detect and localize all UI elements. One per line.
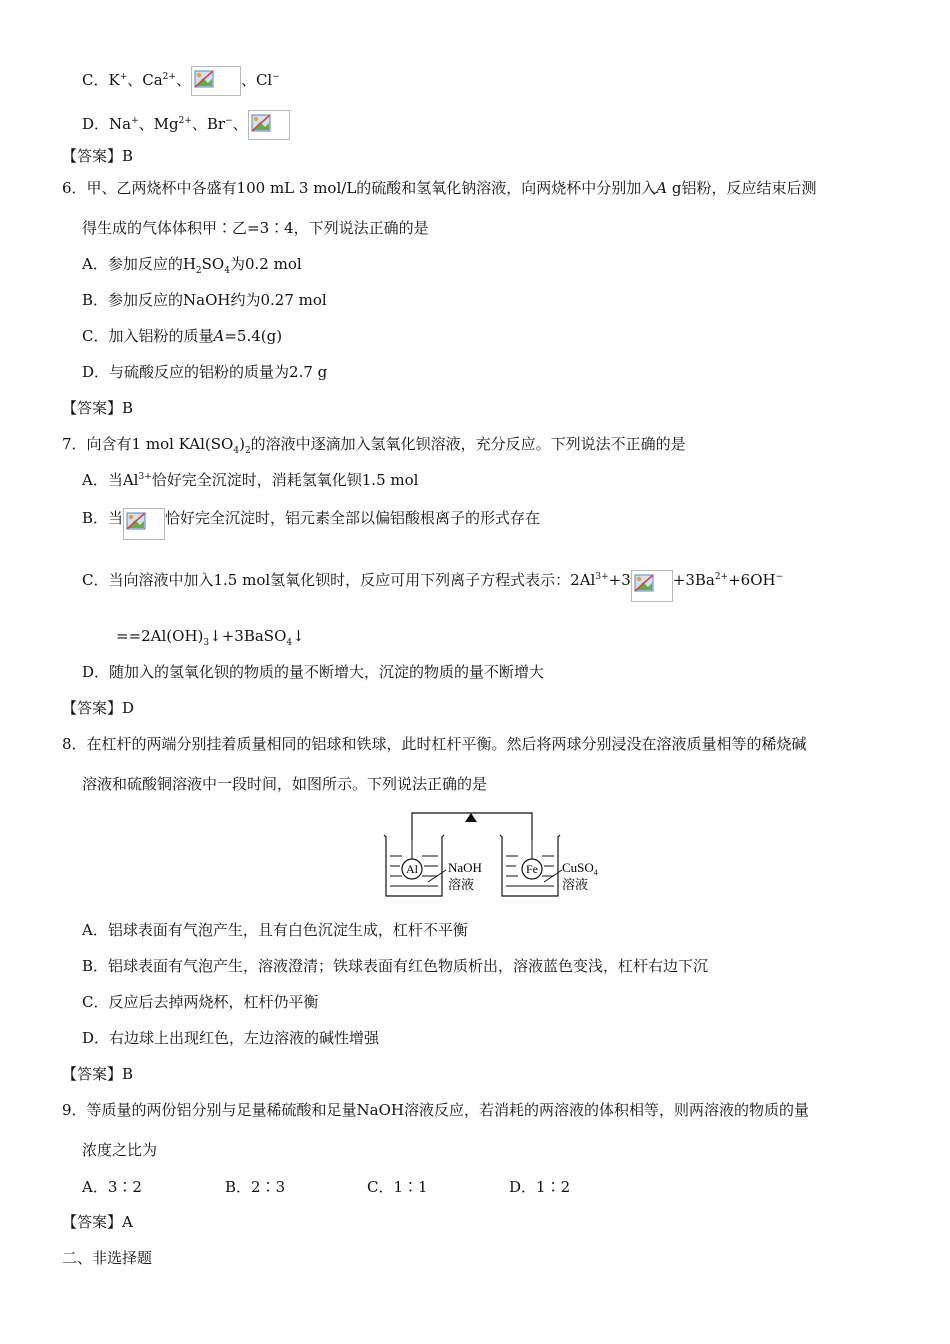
fulcrum-icon (465, 813, 477, 822)
q8-option-b: B．铝球表面有气泡产生，溶液澄清；铁球表面有红色物质析出，溶液蓝色变浅，杠杆右边下沉 (82, 957, 709, 975)
q6-option-c: C．加入铝粉的质量A=5.4(g) (82, 327, 283, 345)
broken-image-icon (248, 110, 290, 140)
q6-option-b: B．参加反应的NaOH约为0.27 mol (82, 291, 327, 309)
q7-answer: 【答案】D (62, 699, 135, 717)
left-solution-label2: 溶液 (448, 878, 475, 893)
q5-answer: 【答案】B (62, 147, 134, 165)
broken-image-icon (123, 508, 165, 540)
q8-option-c: C．反应后去掉两烧杯，杠杆仍平衡 (82, 993, 319, 1011)
q8-option-d: D．右边球上出现红色，左边溶液的碱性增强 (82, 1029, 380, 1047)
q8-answer: 【答案】B (62, 1065, 134, 1083)
broken-image-icon (631, 570, 673, 602)
q5-option-c: C．K+、$Ca^{2+}$、 、Cl− (82, 66, 280, 96)
q5-option-d: D．Na+、$Mg^{2+}$、Br−、 (82, 110, 290, 140)
q7-stem: 7．向含有1 mol $KAl(SO_4)_2$的溶液中逐滴加入氢氧化钡溶液，充分反应。下列说法不正确的是 (62, 435, 686, 456)
q8-stem-line1: 8．在杠杆的两端分别挂着质量相同的铝球和铁球，此时杠杆平衡。然后将两球分别浸没在溶液质量相等的稀烧碱 (62, 735, 807, 753)
q9-option-a: A．3∶2 (82, 1178, 142, 1196)
right-solution-label: CuSO$_4$ (562, 860, 598, 877)
q8-stem-line2: 溶液和硫酸铜溶液中一段时间，如图所示。下列说法正确的是 (82, 775, 488, 793)
q6-stem-line1: 6．甲、乙两烧杯中各盛有100 mL 3 mol/L的硫酸和氢氧化钠溶液，向两烧杯中分别加入A g铝粉，反应结束后测 (62, 179, 817, 197)
lever-beaker-figure (378, 810, 600, 900)
q9-stem-line2: 浓度之比为 (82, 1141, 158, 1159)
left-solution-label: NaOH (448, 860, 482, 875)
q9-stem-line1: 9．等质量的两份铝分别与足量稀硫酸和足量NaOH溶液反应，若消耗的两溶液的体积相等，则两溶液的物质的量 (62, 1101, 809, 1119)
q6-option-d: D．与硫酸反应的铝粉的质量为2.7 g (82, 363, 328, 381)
right-solution-label2: 溶液 (562, 878, 589, 893)
q7-option-b: B．当 恰好完全沉淀时，铝元素全部以偏铝酸根离子的形式存在 (82, 508, 540, 540)
q7-option-a: A．当$Al^{3+}$恰好完全沉淀时，消耗氢氧化钡1.5 mol (82, 471, 419, 489)
right-ball-label: Fe (526, 862, 538, 876)
q9-option-b: B．2∶3 (225, 1178, 286, 1196)
left-ball-label: Al (406, 862, 418, 876)
q9-option-d: D．1∶2 (509, 1178, 571, 1196)
q7-option-d: D．随加入的氢氧化钡的物质的量不断增大，沉淀的物质的量不断增大 (82, 663, 545, 681)
q9-answer: 【答案】A (62, 1213, 133, 1231)
broken-image-icon (191, 66, 241, 96)
q8-option-a: A．铝球表面有气泡产生，且有白色沉淀生成，杠杆不平衡 (82, 921, 468, 939)
q9-option-c: C．1∶1 (367, 1178, 428, 1196)
q6-stem-line2: 得生成的气体体积甲∶乙=3∶4，下列说法正确的是 (82, 219, 429, 237)
q7-option-c: C．当向溶液中加入1.5 mol氢氧化钡时，反应可用下列离子方程式表示：$2Al^{3+}+3$ $+3Ba^{2+}+6OH^-$ (82, 570, 783, 602)
q7-option-c-line2: $==2Al(OH)_3↓+3BaSO_4↓$ (116, 627, 305, 648)
q6-option-a: A．参加反应的$H_2SO_4$为0.2 mol (82, 255, 302, 276)
section-heading: 二、非选择题 (62, 1249, 153, 1267)
q6-answer: 【答案】B (62, 399, 134, 417)
